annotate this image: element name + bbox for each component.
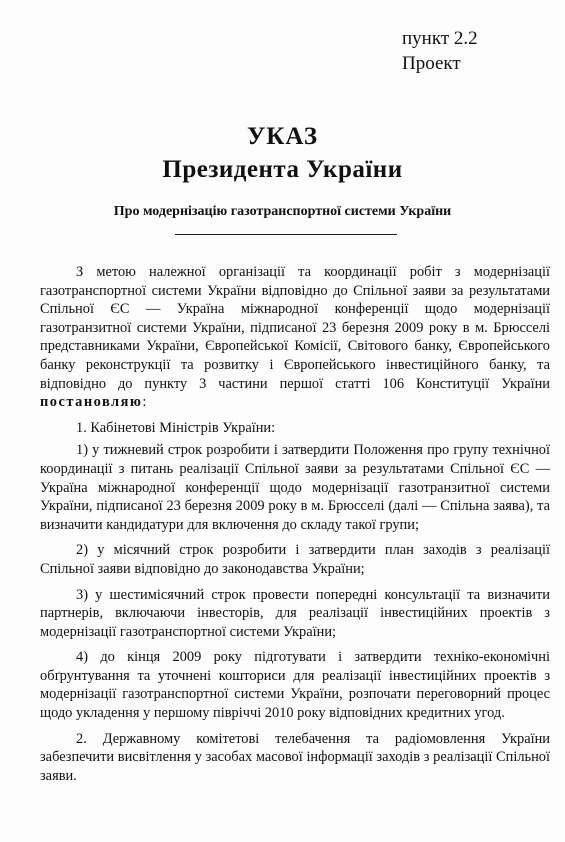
- document-status-note: [402, 26, 478, 76]
- draft-label: Проект: [402, 53, 461, 74]
- section-1-heading: 1. Кабінетові Міністрів України:: [76, 419, 276, 436]
- section-1-item-3: 3) у шестимісячний строк провести попередні консультації та визначити партнерів, включаючи інвесторів, для реалізації інвестиційних проектів з модернізації газотранспортної системи України;: [40, 586, 550, 640]
- preamble-text: З метою належної організації та координації робіт з модернізації газотранспортної системи України відповідно до Спільної заяви за результатами Спільної ЄС — Україна міжнародної конференції щодо модернізації газотранзитної системи України, підписаної 23 березня 2009 року в м. Брюсселі представниками України, Європейської Комісії, Світового банку, Європейського банку реконструкції та розвитку і Європейського інвестиційного банку, та відповідно до пункту 3 частини першої статті 106 Конституції України: [40, 264, 550, 392]
- item-number: пункт 2.2: [402, 28, 478, 49]
- decree-word: постановляю: [40, 394, 143, 411]
- document-body: [40, 263, 550, 792]
- section-2: 2. Державному комітетові телебачення та радіомовлення України забезпечити висвітлення у засобах масової інформації заходів з реалізації Спільної заяви.: [40, 730, 550, 784]
- document-title: [0, 120, 565, 186]
- title-decree: УКАЗ: [246, 123, 319, 150]
- section-1-item-2: 2) у місячний строк розробити і затвердити план заходів з реалізації Спільної заяви відповідно до законодавства України;: [40, 542, 550, 577]
- section-1-item-4: 4) до кінця 2009 року підготувати і затвердити техніко-економічні обґрунтування та уточнені кошториси для реалізації інвестиційних проектів з модернізації газотранспортної системи України, розпочати переговорний процес щодо укладення у першому півріччі 2010 року відповідних кредитних угод.: [40, 649, 550, 722]
- preamble-paragraph: [40, 263, 550, 412]
- preamble-tail: :: [142, 394, 147, 411]
- title-divider: [175, 234, 397, 235]
- section-1-item-1: 1) у тижневий строк розробити і затвердити Положення про групу технічної координації з питань реалізації Спільної заяви за результатами Спільної ЄС — Україна міжнародної конференції щодо модернізації газотранзитної системи України, підписаної 23 березня 2009 року в м. Брюсселі (далі — Спільна заява), та визначити кандидатури для включення до складу такої групи;: [40, 442, 550, 533]
- document-subtitle: Про модернізацію газотранспортної системи України: [113, 204, 452, 219]
- title-president: Президента України: [162, 156, 403, 183]
